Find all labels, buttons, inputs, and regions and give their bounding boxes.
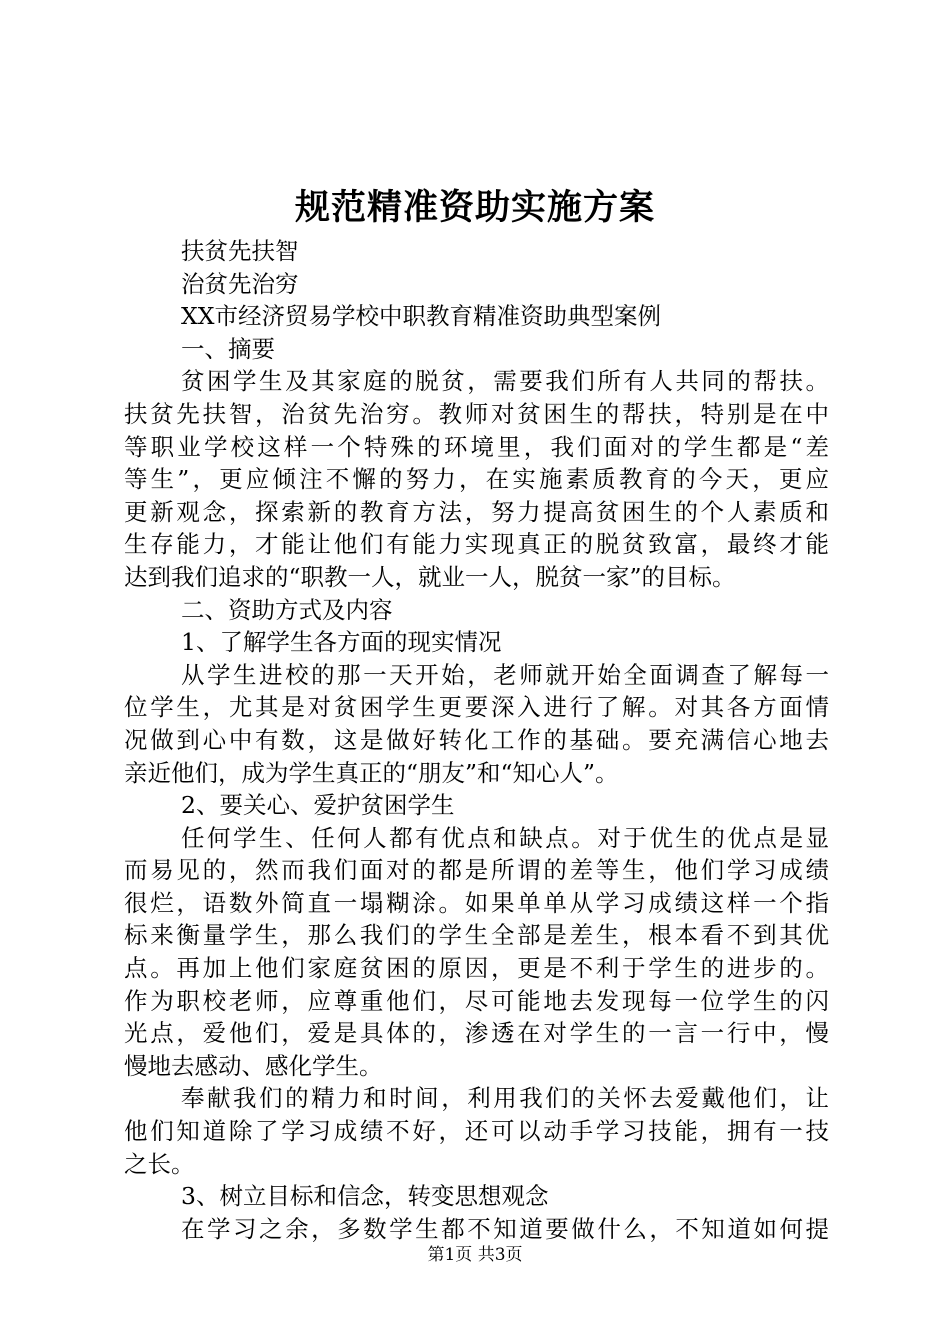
paragraph-line: 一、摘要 [181, 334, 275, 363]
paragraph-line: 慢地去感动、感化学生。 [124, 1051, 383, 1080]
paragraph-line: 奉献我们的精力和时间，利用我们的关怀去爱戴他们，让 [181, 1084, 829, 1113]
page-footer: 第1页 共3页 [427, 1245, 523, 1265]
paragraph-line: 二、资助方式及内容 [181, 595, 393, 624]
paragraph-line: 光点，爱他们，爱是具体的，渗透在对学生的一言一行中，慢 [124, 1019, 829, 1048]
paragraph-line: 3、树立目标和信念，转变思想观念 [181, 1182, 549, 1211]
paragraph-line: 从学生进校的那一天开始，老师就开始全面调查了解每一 [181, 660, 829, 689]
paragraph-line: 很烂，语数外简直一塌糊涂。如果单单从学习成绩这样一个指 [124, 888, 829, 917]
document-title: 规范精准资助实施方案 [294, 187, 655, 228]
paragraph-line: 标来衡量学生，那么我们的学生全部是差生，根本看不到其优 [124, 921, 829, 950]
paragraph-line: 1、了解学生各方面的现实情况 [181, 628, 502, 657]
document-body [124, 235, 829, 1245]
paragraph-line: 等生”，更应倾注不懈的努力，在实施素质教育的今天，更应 [124, 465, 829, 494]
paragraph-line: 贫困学生及其家庭的脱贫，需要我们所有人共同的帮扶。 [181, 367, 829, 396]
paragraph-line: 位学生，尤其是对贫困学生更要深入进行了解。对其各方面情 [124, 693, 829, 722]
paragraph-line: 生存能力，才能让他们有能力实现真正的脱贫致富，最终才能 [124, 530, 829, 559]
paragraph-line: 他们知道除了学习成绩不好，还可以动手学习技能，拥有一技 [124, 1117, 829, 1146]
paragraph-line: 在学习之余，多数学生都不知道要做什么，不知道如何提 [181, 1214, 829, 1243]
paragraph-line: 之长。 [124, 1149, 195, 1178]
paragraph-line: 更新观念，探索新的教育方法，努力提高贫困生的个人素质和 [124, 497, 829, 526]
paragraph-line: 作为职校老师，应尊重他们，尽可能地去发现每一位学生的闪 [124, 986, 829, 1015]
paragraph-line: 任何学生、任何人都有优点和缺点。对于优生的优点是显 [181, 823, 829, 852]
paragraph-line: 点。再加上他们家庭贫困的原因，更是不利于学生的进步的。 [124, 954, 829, 983]
paragraph-line: 况做到心中有数，这是做好转化工作的基础。要充满信心地去 [124, 725, 829, 754]
paragraph-line: 而易见的，然而我们面对的都是所谓的差等生，他们学习成绩 [124, 856, 829, 885]
paragraph-line: 治贫先治穷 [181, 269, 299, 298]
paragraph-line: 2、要关心、爱护贫困学生 [181, 791, 455, 820]
paragraph-line: 达到我们追求的“职教一人，就业一人，脱贫一家”的目标。 [124, 562, 736, 591]
paragraph-line: XX市经济贸易学校中职教育精准资助典型案例 [181, 302, 661, 331]
paragraph-line: 亲近他们，成为学生真正的“朋友”和“知心人”。 [124, 758, 619, 787]
paragraph-line: 等职业学校这样一个特殊的环境里，我们面对的学生都是“差 [124, 432, 829, 461]
paragraph-line: 扶贫先扶智，治贫先治穷。教师对贫困生的帮扶，特别是在中 [124, 399, 829, 428]
paragraph-line: 扶贫先扶智 [181, 237, 299, 265]
